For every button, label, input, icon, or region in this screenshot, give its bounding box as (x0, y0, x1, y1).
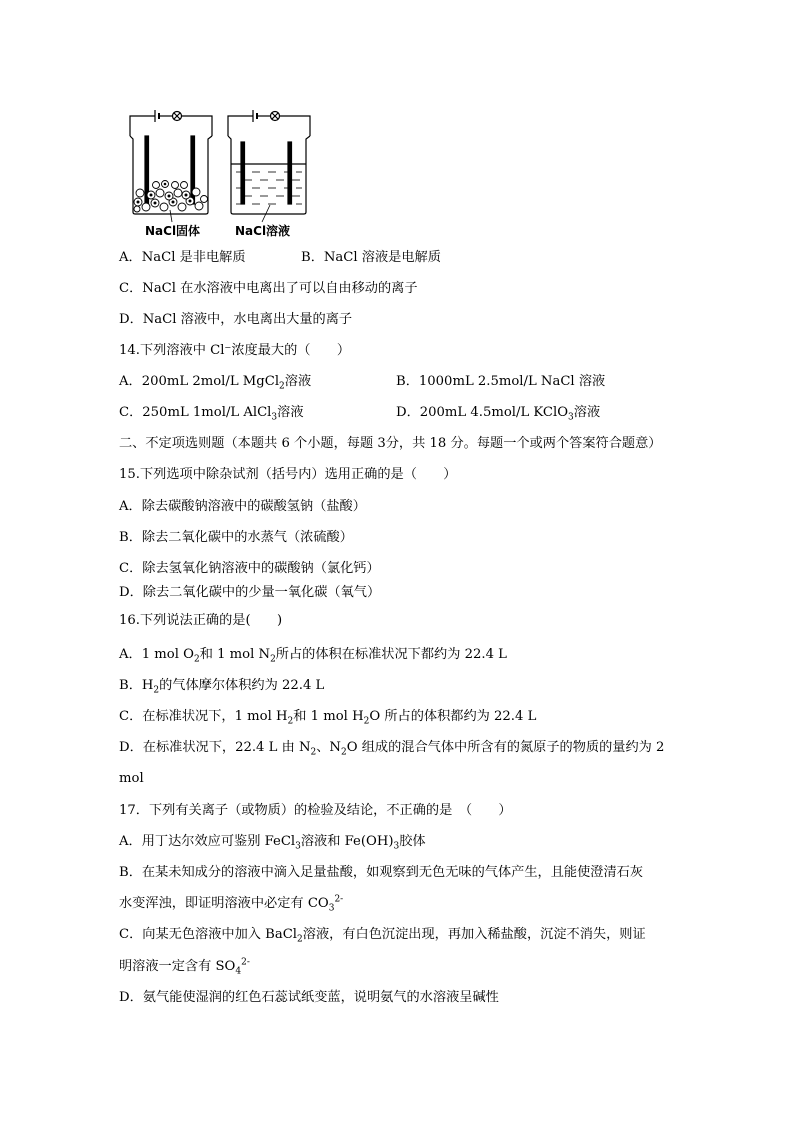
q15-option-c: C．除去氢氧化钠溶液中的碳酸钠（氯化钙） (119, 561, 380, 576)
q16-option-c: C．在标准状况下，1 mol $H_2$和 1 mol $H_2O$ 所占的体积都约为 22.4 L (119, 709, 537, 727)
q16-stem: 16.下列说法正确的是( ) (119, 613, 283, 628)
q14-option-a: A．200mL 2mol/L MgCl$_2$溶液 (119, 374, 312, 392)
q17-option-b: B．在某未知成分的溶液中滴入足量盐酸，如观察到无色无味的气体产生，且能使澄清石灰 (119, 865, 643, 880)
q17-option-c: C．向某无色溶液中加入 BaCl$_2$溶液，有白色沉淀出现，再加入稀盐酸，沉淀不消失，则证 (119, 927, 646, 945)
q13-option-d: D．NaCl 溶液中，水电离出大量的离子 (119, 312, 353, 327)
q14-option-c: C．250mL 1mol/L AlCl$_3$溶液 (119, 405, 304, 423)
q14-stem: 14.下列溶液中 Cl⁻浓度最大的（ ） (119, 343, 351, 358)
q13-option-b: B．NaCl 溶液是电解质 (301, 250, 441, 265)
q17-option-c-continued: 明溶液一定含有 $SO_4^{2-}$ (119, 957, 250, 977)
q16-option-d: D．在标准状况下，22.4 L 由 $N_2$、$N_2O$ 组成的混合气体中所含有的氮原子的物质的量约为 2 (119, 740, 665, 758)
q13-option-c: C．NaCl 在水溶液中电离出了可以自由移动的离子 (119, 281, 418, 296)
beaker-diagram (120, 104, 320, 239)
q17-stem: 17．下列有关离子（或物质）的检验及结论，不正确的是 （ ） (119, 803, 512, 818)
q17-option-a: A．用丁达尔效应可鉴别 FeCl$_3$溶液和 $Fe(OH)_3$胶体 (119, 834, 426, 852)
q16-option-d-continued: mol (119, 771, 144, 786)
q17-option-d: D．氨气能使湿润的红色石蕊试纸变蓝，说明氨气的水溶液呈碱性 (119, 990, 499, 1005)
q15-option-b: B．除去二氧化碳中的水蒸气（浓硫酸） (119, 530, 353, 545)
q17-option-b-continued: 水变浑浊，即证明溶液中必定有 $CO_3^{2-}$ (119, 894, 344, 914)
q13-option-a: A．NaCl 是非电解质 (119, 250, 246, 265)
figure-label-solid: NaCl固体 (145, 224, 201, 238)
conductivity-figure (120, 104, 320, 239)
q15-stem: 15.下列选项中除杂试剂（括号内）选用正确的是（ ） (119, 467, 457, 482)
q15-option-d: D．除去二氧化碳中的少量一氧化碳（氧气） (119, 585, 381, 600)
q16-option-b: B．$H_2$的气体摩尔体积约为 22.4 L (119, 678, 325, 696)
q14-option-b: B．1000mL 2.5mol/L NaCl 溶液 (396, 374, 606, 389)
section-2-heading: 二、不定项选则题（本题共 6 个小题，每题 3分，共 18 分。每题一个或两个答案符合题意） (119, 436, 662, 451)
q15-option-a: A．除去碳酸钠溶液中的碳酸氢钠（盐酸） (119, 499, 366, 514)
q14-option-d: D．200mL 4.5mol/L KClO$_3$溶液 (396, 405, 601, 423)
figure-label-solution: NaCl溶液 (235, 224, 291, 238)
q16-option-a: A．1 mol $O_2$和 1 mol $N_2$所占的体积在标准状况下都约为 22.4 L (119, 647, 507, 665)
